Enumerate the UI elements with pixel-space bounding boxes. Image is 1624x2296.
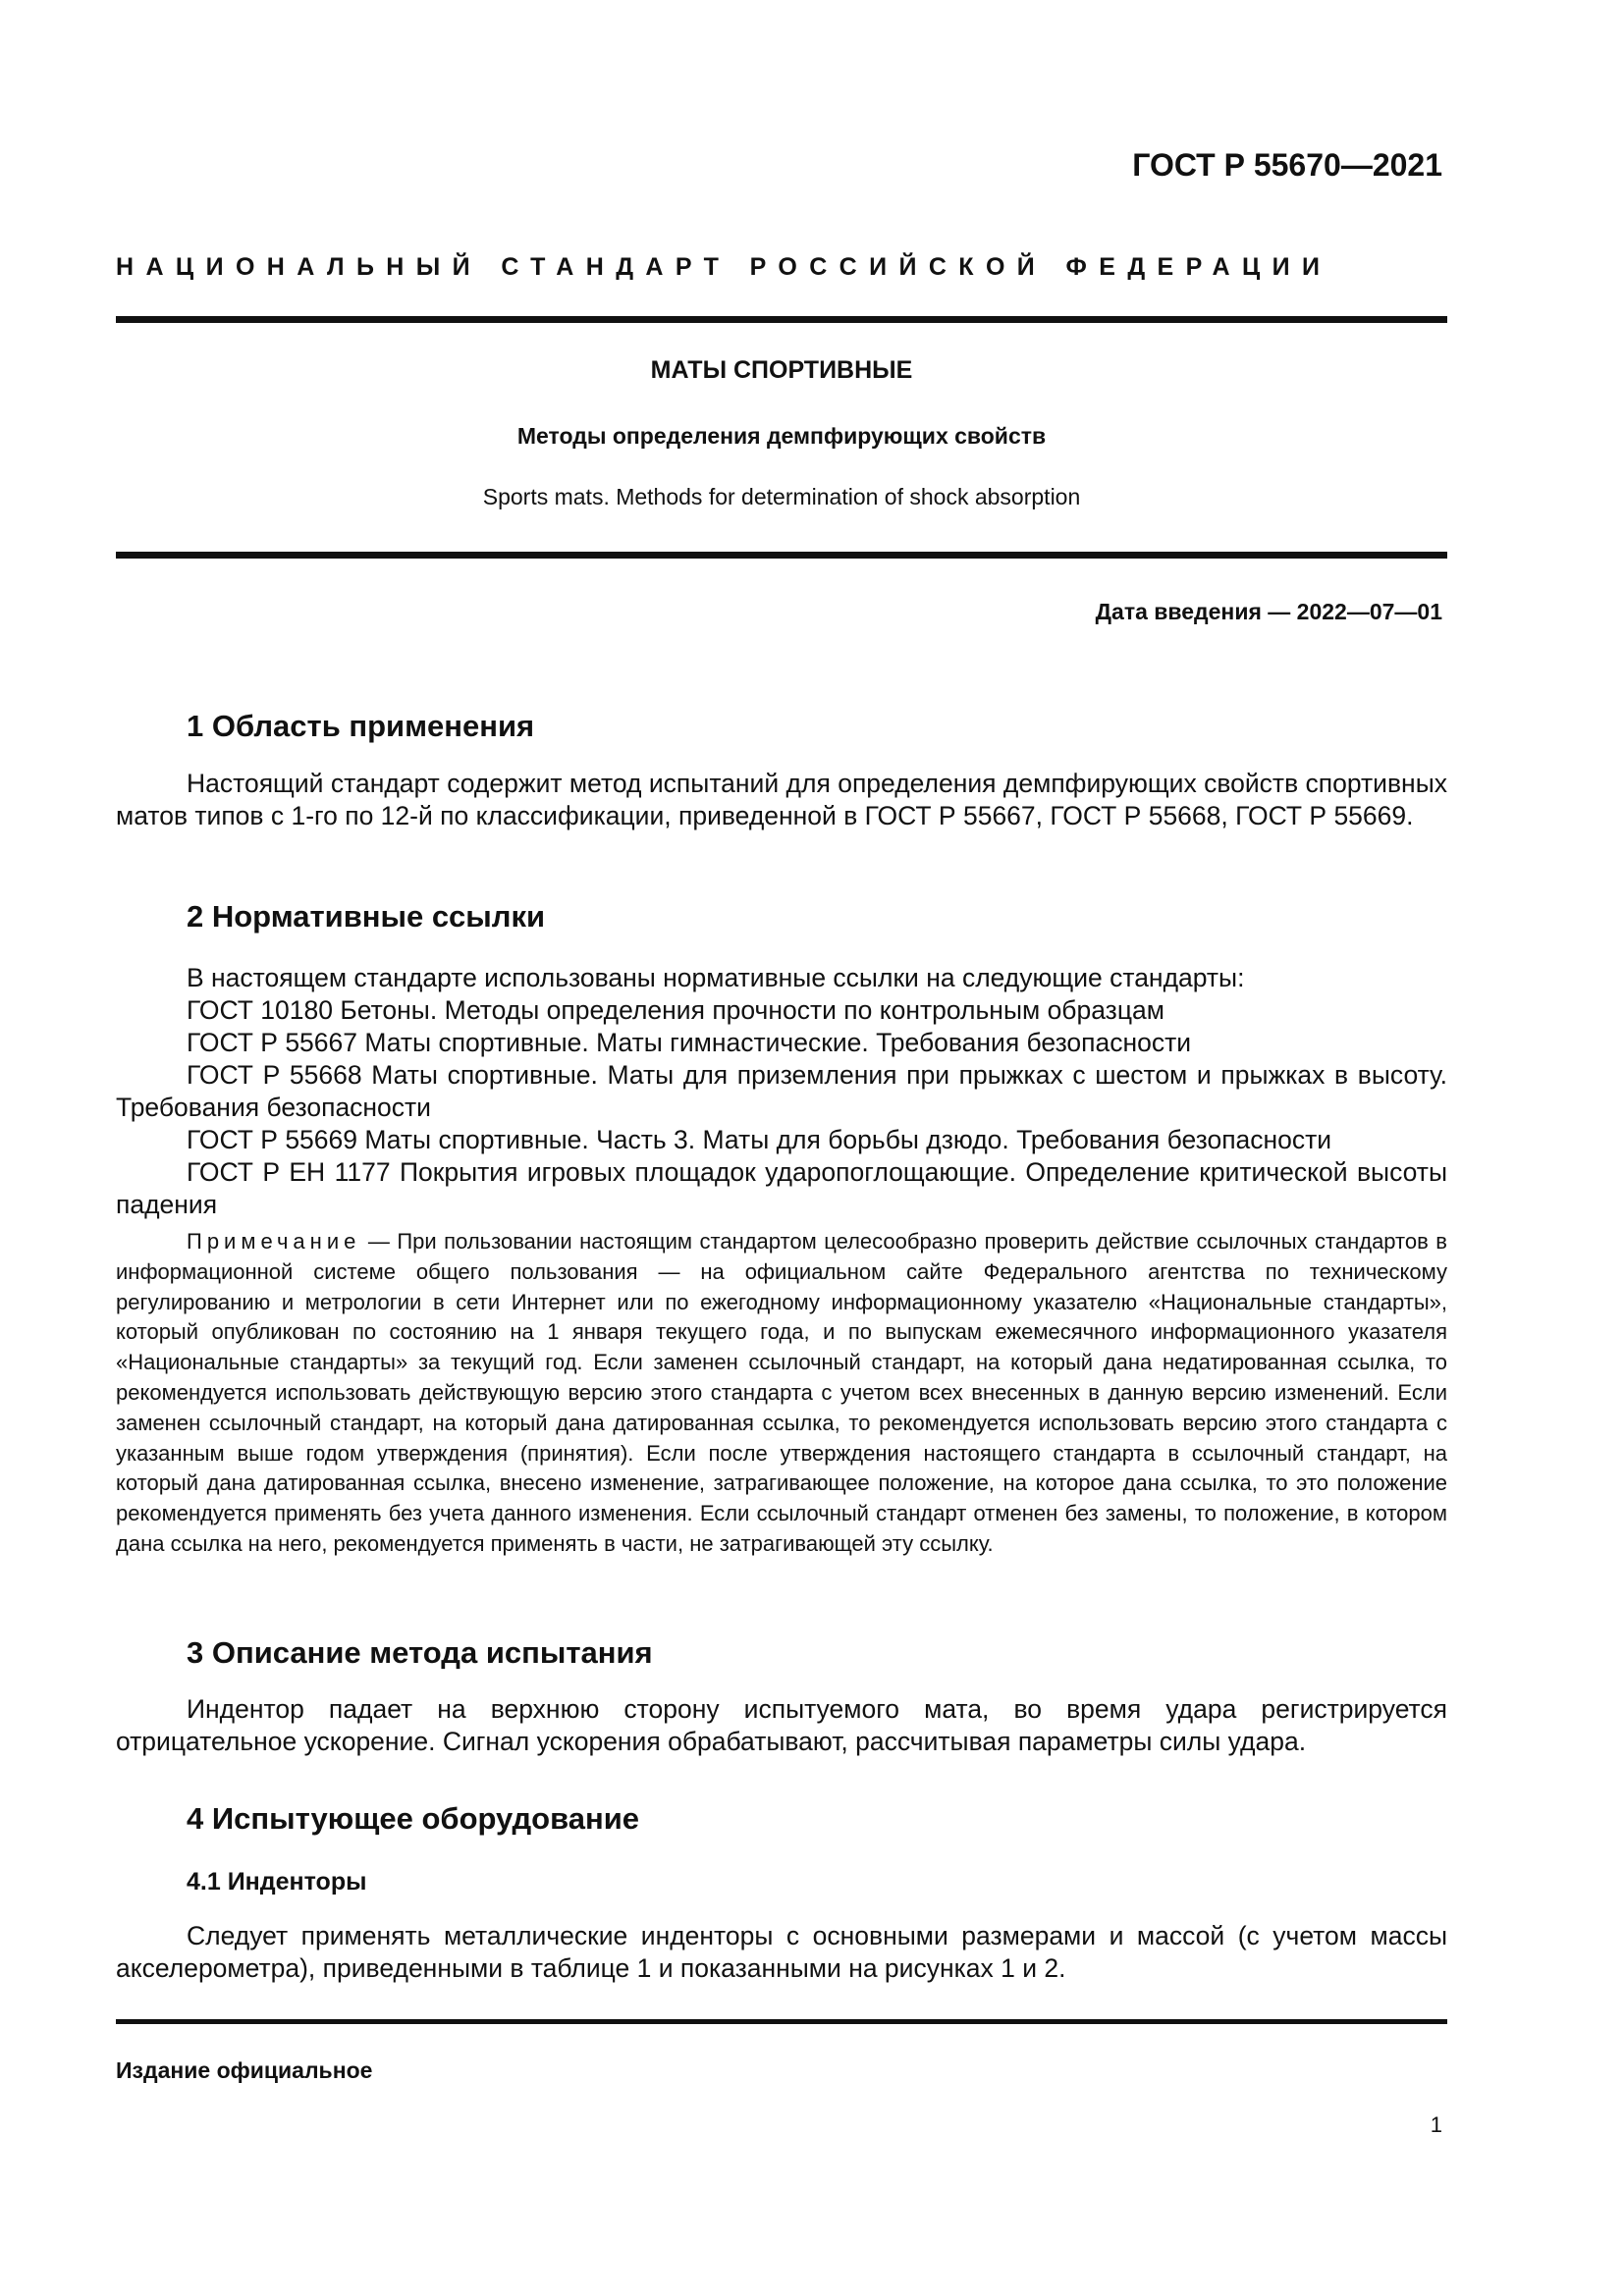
references-list <box>116 962 1447 1560</box>
section-1-heading: 1 Область применения <box>187 709 535 743</box>
reference-item: ГОСТ Р 55667 Маты спортивные. Маты гимнастические. Требования безопасности <box>187 1028 1192 1057</box>
effective-date: Дата введения — 2022—07—01 <box>1095 599 1442 624</box>
page-number: 1 <box>1430 2112 1442 2137</box>
document-subtitle: Методы определения демпфирующих свойств <box>516 423 1047 449</box>
section-2-heading: 2 Нормативные ссылки <box>187 899 546 934</box>
organization-line: НАЦИОНАЛЬНЫЙ СТАНДАРТ РОССИЙСКОЙ ФЕДЕРАЦИИ <box>116 253 1332 281</box>
references-intro: В настоящем стандарте использованы нормативные ссылки на следующие стандарты: <box>187 963 1245 992</box>
section-3-heading: 3 Описание метода испытания <box>187 1635 653 1670</box>
english-title: Sports mats. Methods for determination of shock absorption <box>482 484 1081 509</box>
reference-item: ГОСТ Р 55669 Маты спортивные. Часть 3. Маты для борьбы дзюдо. Требования безопасности <box>187 1125 1332 1154</box>
title-divider <box>116 552 1447 559</box>
section-4-heading: 4 Испытующее оборудование <box>187 1801 640 1836</box>
section-4-1-heading: 4.1 Инденторы <box>187 1868 367 1896</box>
top-divider <box>116 316 1447 323</box>
note-text: — При пользовании настоящим стандартом целесообразно проверить действие ссылочных стандартов в информационной системе общего пользования — на официальном сайте Федерального агентства по техническому регулированию и метрологии в сети Интернет или по ежегодному информационному указателю «Национальные стандарты», который опубликован по состоянию на 1 января текущего года, и по выпускам ежемесячного информационного указателя «Национальные стандарты» за текущий год. Если заменен ссылочный стандарт, на который дана недатированная ссылка, то рекомендуется использовать действующую версию этого стандарта с учетом всех внесенных в данную версию изменений. Если заменен ссылочный стандарт, на который дана датированная ссылка, то рекомендуется использовать версию этого стандарта с указанным выше годом утверждения (принятия). Если после утверждения настоящего стандарта в ссылочный стандарт, на который дана датированная ссылка, внесено изменение, затрагивающее положение, на которое дана ссылка, то это положение рекомендуется применять без учета данного изменения. Если ссылочный стандарт отменен без замены, то положение, в котором дана ссылка на него, рекомендуется применять в части, не затрагивающей эту ссылку. <box>116 1229 1447 1556</box>
footer-divider <box>116 2019 1447 2024</box>
section-3-text: Индентор падает на верхнюю сторону испытуемого мата, во время удара регистрируется отрицательное ускорение. Сигнал ускорения обрабатывают, рассчитывая параметры силы удара. <box>116 1694 1447 1756</box>
official-publication-label: Издание официальное <box>116 2057 373 2083</box>
note-label: Примечание <box>187 1229 361 1254</box>
section-1-text: Настоящий стандарт содержит метод испытаний для определения демпфирующих свойств спортивных матов типов с 1-го по 12-й по классификации, приведенной в ГОСТ Р 55667, ГОСТ Р 55668, ГОСТ Р 55669. <box>116 769 1447 830</box>
document-title: МАТЫ СПОРТИВНЫЕ <box>650 356 913 384</box>
reference-item: ГОСТ Р ЕН 1177 Покрытия игровых площадок ударопоглощающие. Определение критической высоты падения <box>116 1157 1447 1219</box>
reference-item: ГОСТ Р 55668 Маты спортивные. Маты для приземления при прыжках с шестом и прыжках в высоту. Требования безопасности <box>116 1060 1447 1122</box>
note-paragraph <box>116 1227 1447 1560</box>
section-4-1-text: Следует применять металлические инденторы с основными размерами и массой (с учетом массы акселерометра), приведенными в таблице 1 и показанными на рисунках 1 и 2. <box>116 1921 1447 1983</box>
document-number: ГОСТ Р 55670—2021 <box>1132 147 1442 183</box>
reference-item: ГОСТ 10180 Бетоны. Методы определения прочности по контрольным образцам <box>187 995 1164 1025</box>
